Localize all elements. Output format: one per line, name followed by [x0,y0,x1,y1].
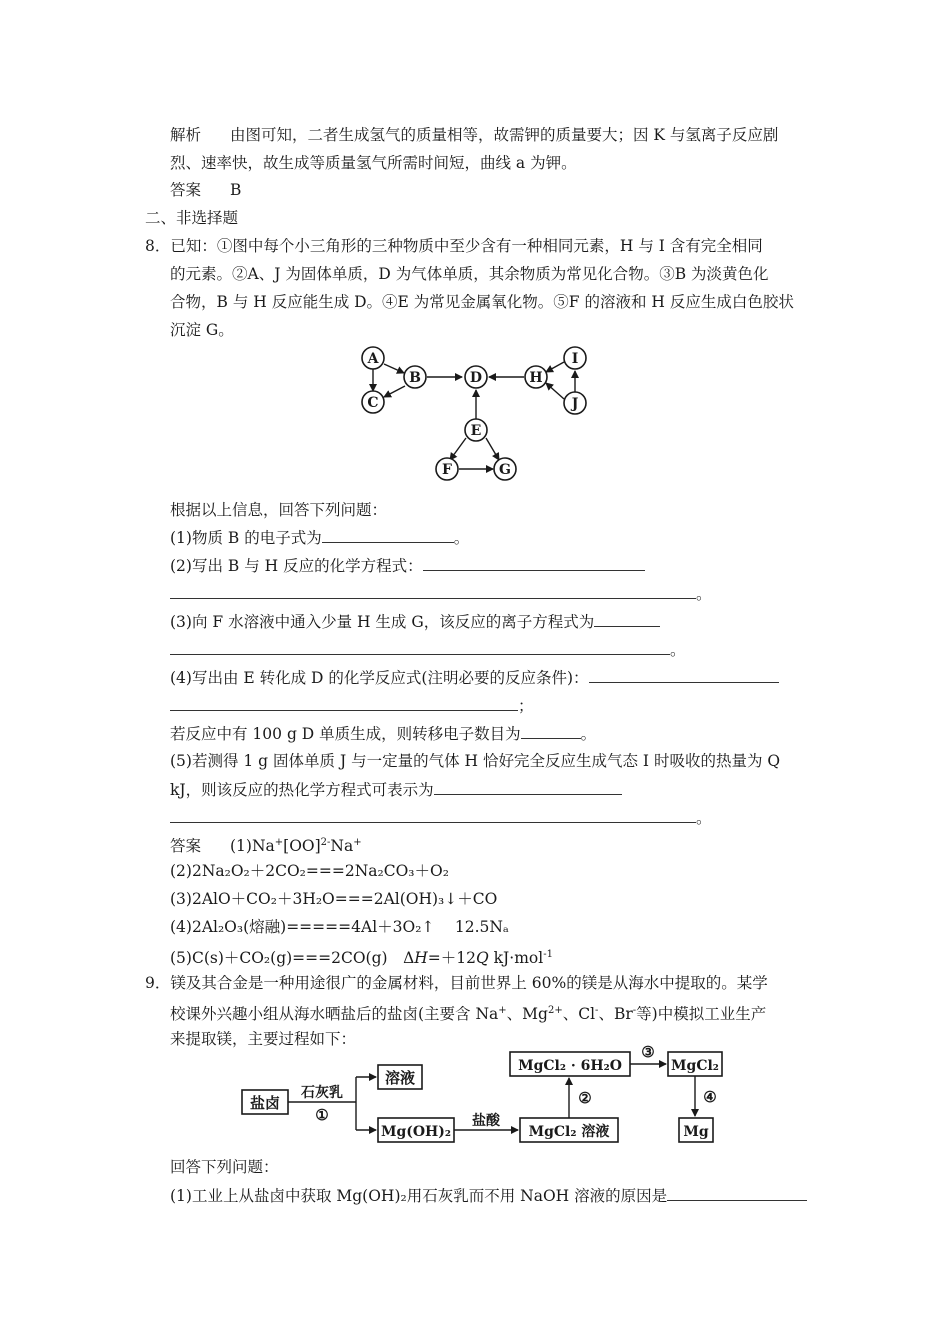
answer8-line-3: (3)2AlO＋CO₂＋3H₂O===2Al(OH)₃↓＋CO [170,890,498,908]
q8-part-4-end: ； [518,697,534,715]
q8-part-1-text: (1)物质 B 的电子式为 [170,529,322,547]
answer8-a1-mid2: Na [330,837,354,856]
analysis-text-1: 由图可知，二者生成氢气的质量相等，故需钾的质量要大；因 K 与氢离子反应剧 [230,126,779,144]
analysis-line-2: 烈、速率快，故生成等质量氢气所需时间短，曲线 a 为钾。 [170,154,577,172]
q8-part-4b-blank[interactable] [521,723,581,739]
box-hydrate-label: MgCl₂ · 6H₂O [518,1058,622,1074]
edge-step3-label: ③ [641,1043,655,1061]
q8-text-1: 已知：①图中每个小三角形的三种物质中至少含有一种相同元素，H 与 I 含有完全相同 [170,237,763,255]
box-mgoh2-label: Mg(OH)₂ [380,1124,452,1140]
q8-part-5-line-1: (5)若测得 1 g 固体单质 J 与一定量的气体 H 恰好完全反应生成气态 I 时吸收的热量为 Q [170,752,781,770]
node-I-label: I [571,351,579,367]
q9-l2-end: 等)中模拟工业生产 [636,1005,767,1024]
q9-line-1 [145,973,768,993]
answer8-line-1 [170,833,362,856]
edge-hcl-label: 盐酸 [472,1113,500,1129]
q8-part-2 [170,555,645,576]
edge-step1-label: ① [315,1106,329,1124]
answer8-a5-q: Q [476,949,489,968]
q9-text-1: 镁及其合金是一种用途很广的金属材料，目前世界上 60%的镁是从海水中提取的。某学 [170,974,768,992]
box-brine-label: 盐卤 [249,1094,281,1112]
answer8-a1-mid: [OO] [283,837,321,856]
answer8-a1-sup2: 2- [320,837,331,848]
q8-part-5-line-2 [170,779,622,800]
node-H-label: H [529,370,543,386]
q8-part-3 [170,611,660,632]
answer8-a5-unit: kJ·mol [488,949,544,968]
q8-part-1 [170,527,469,548]
q8-part-5-text-2: kJ，则该反应的热化学方程式可表示为 [170,781,434,799]
answer8-a1-pre: (1)Na [230,837,275,856]
q9-part-1 [170,1185,807,1206]
q8-part-4-blank-a[interactable] [589,667,779,683]
q8-part-4b-end: 。 [580,725,597,743]
q8-part-2-cont [170,583,712,604]
answer8-line-2: (2)2Na₂O₂＋2CO₂===2Na₂CO₃＋O₂ [170,862,449,880]
q8-part-4 [170,667,779,688]
edge-step2-label: ② [578,1089,592,1107]
q9-l2-s4: - [632,1005,637,1016]
answer8-a5-sup: -1 [543,949,553,960]
q9-l2-m3: 、Br [598,1005,633,1024]
answer7-label: 答案 [170,181,202,199]
q8-part-5-cont [170,807,712,828]
q8-part-3-blank-b[interactable] [170,639,670,655]
q9-intro: 回答下列问题： [170,1158,279,1176]
q8-part-2-blank-b[interactable] [170,583,696,599]
edge-lime-label: 石灰乳 [301,1085,343,1101]
q9-l2-pre: 校课外兴趣小组从海水晒盐后的盐卤(主要含 Na [170,1005,499,1024]
q8-part-3-blank-a[interactable] [594,611,660,627]
answer8-a1-sup1: + [274,837,284,848]
node-A-label: A [367,351,379,367]
q8-part-5-blank-b[interactable] [170,807,696,823]
box-mg-label: Mg [683,1124,709,1140]
q8-line-3: 合物，B 与 H 反应能生成 D。④E 为常见金属氧化物。⑤F 的溶液和 H 反应生成白色胶状 [170,293,794,311]
q8-part-1-blank[interactable] [322,527,454,543]
node-G-label: G [499,462,511,478]
q8-part-4b [170,723,596,744]
answer8-a5-mid: =＋12 [427,949,477,968]
q8-part-4-text: (4)写出由 E 转化成 D 的化学反应式(注明必要的反应条件)： [170,669,589,687]
q9-line-3: 来提取镁，主要过程如下： [170,1030,357,1048]
section-title: 二、非选择题 [145,209,239,227]
edge-step4-label: ④ [703,1088,717,1106]
q8-part-4-cont [170,695,534,716]
q8-relation-diagram [0,0,950,500]
node-J-label: J [571,396,579,412]
q8-line-4: 沉淀 G。 [170,321,234,339]
answer8-line-5 [170,945,553,968]
q8-part-2-end: 。 [696,585,712,603]
node-F-label: F [442,462,452,478]
q9-l2-s3: - [595,1005,599,1016]
node-C-label: C [367,395,379,411]
q9-flow-diagram [0,1040,950,1150]
q8-part-3-text: (3)向 F 水溶液中通入少量 H 生成 G，该反应的离子方程式为 [170,613,595,631]
answer7-value: B [230,181,242,199]
q9-l2-m2: 、Cl [562,1005,596,1024]
answer8-a1-sup3: + [353,837,362,848]
box-mgcl2-solution-label: MgCl₂ 溶液 [528,1124,610,1140]
q9-part-1-blank[interactable] [667,1185,807,1201]
box-mgcl2-label: MgCl₂ [671,1058,719,1074]
q9-l2-s1: + [498,1005,507,1016]
node-E-label: E [470,423,482,439]
q8-part-3-cont [170,639,686,660]
q8-intro: 根据以上信息，回答下列问题： [170,501,388,519]
q8-part-3-end: 。 [670,641,686,659]
q8-part-2-blank-a[interactable] [423,555,645,571]
q8-line-2: 的元素。②A、J 为固体单质，D 为气体单质，其余物质为常见化合物。③B 为淡黄色化 [170,265,769,283]
q9-number: 9． [145,974,171,992]
q8-part-4b-text: 若反应中有 100 g D 单质生成，则转移电子数目为 [170,725,521,743]
answer8-a5-h: H [414,949,428,968]
q8-part-2-text: (2)写出 B 与 H 反应的化学方程式： [170,557,423,575]
q9-l2-s2: 2+ [547,1005,563,1016]
q8-number: 8． [145,237,171,255]
node-D-label: D [469,370,483,386]
q9-l2-m1: 、Mg [506,1005,548,1024]
answer8-label: 答案 [170,837,202,856]
q8-part-5-blank-a[interactable] [434,779,622,795]
answer8-line-4: (4)2Al₂O₃(熔融)=====4Al＋3O₂↑ 12.5Nₐ [170,918,509,936]
answer8-a5-pre: (5)C(s)＋CO₂(g)===2CO(g) Δ [170,949,415,968]
q8-part-5-end: 。 [696,809,712,827]
q9-part-1-text: (1)工业上从盐卤中获取 Mg(OH)₂用石灰乳而不用 NaOH 溶液的原因是 [170,1187,668,1205]
q9-line-2 [170,1001,766,1024]
node-B-label: B [409,370,421,386]
box-solution-label: 溶液 [384,1069,416,1087]
q8-part-1-end: 。 [453,529,470,547]
analysis-label: 解析 [170,126,202,144]
q8-part-4-blank-b[interactable] [170,695,518,711]
